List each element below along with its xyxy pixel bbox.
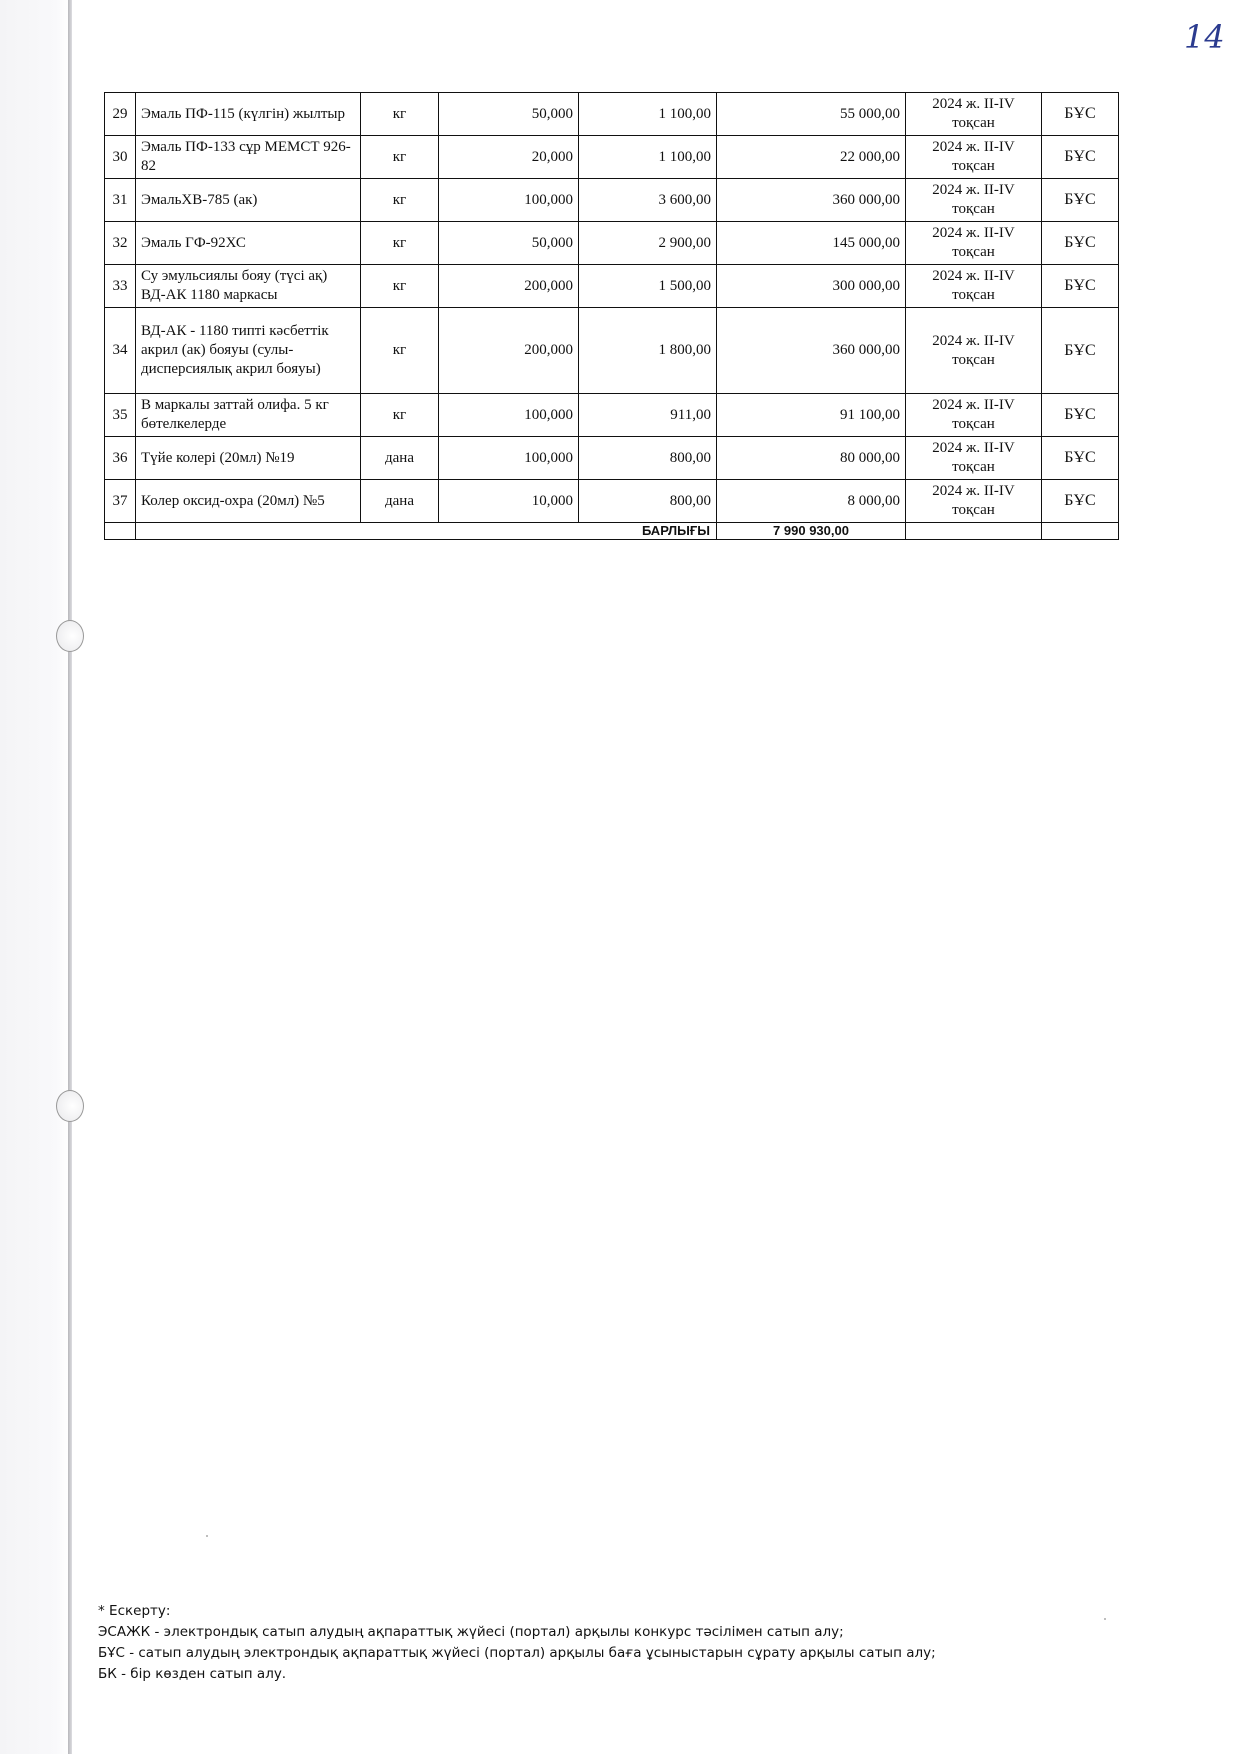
item-name: В маркалы заттай олифа. 5 кг бөтелкелерде (136, 394, 361, 437)
quantity: 200,000 (439, 308, 579, 394)
table-body (105, 93, 1119, 523)
procurement-method: БҰС (1042, 136, 1119, 179)
item-name: ВД-АК - 1180 типті кәсбеттік акрил (ак) бояуы (сулы-дисперсиялық акрил бояуы) (136, 308, 361, 394)
item-name: ЭмальХВ-785 (ак) (136, 179, 361, 222)
unit-price: 1 800,00 (579, 308, 717, 394)
unit-price: 2 900,00 (579, 222, 717, 265)
unit-price: 911,00 (579, 394, 717, 437)
total-blank-num (105, 523, 136, 540)
row-number: 30 (105, 136, 136, 179)
row-number: 33 (105, 265, 136, 308)
delivery-period: 2024 ж. II-IV тоқсан (906, 265, 1042, 308)
procurement-table (104, 92, 1119, 540)
unit-price: 800,00 (579, 437, 717, 480)
procurement-method: БҰС (1042, 93, 1119, 136)
quantity: 50,000 (439, 93, 579, 136)
delivery-period: 2024 ж. II-IV тоқсан (906, 437, 1042, 480)
table-row (105, 437, 1119, 480)
unit-price: 800,00 (579, 480, 717, 523)
table-row (105, 93, 1119, 136)
amount: 80 000,00 (717, 437, 906, 480)
unit-price: 3 600,00 (579, 179, 717, 222)
footnote-line-bus: БҰС - сатып алудың электрондық ақпараттық жүйесі (портал) арқылы баға ұсыныстарын сұрату арқылы сатып алу; (98, 1645, 936, 1661)
delivery-period: 2024 ж. II-IV тоқсан (906, 308, 1042, 394)
quantity: 50,000 (439, 222, 579, 265)
delivery-period: 2024 ж. II-IV тоқсан (906, 93, 1042, 136)
footnote-line-esazhk: ЭСАЖК - электрондық сатып алудың ақпараттық жүйесі (портал) арқылы конкурс тәсілімен сатып алу; (98, 1624, 844, 1640)
row-number: 37 (105, 480, 136, 523)
unit-of-measure: кг (361, 179, 439, 222)
total-blank-period (906, 523, 1042, 540)
amount: 360 000,00 (717, 179, 906, 222)
unit-of-measure: кг (361, 136, 439, 179)
quantity: 200,000 (439, 265, 579, 308)
procurement-method: БҰС (1042, 480, 1119, 523)
row-number: 36 (105, 437, 136, 480)
item-name: Түйе колері (20мл) №19 (136, 437, 361, 480)
quantity: 100,000 (439, 179, 579, 222)
row-number: 29 (105, 93, 136, 136)
unit-price: 1 100,00 (579, 136, 717, 179)
procurement-method: БҰС (1042, 308, 1119, 394)
footnote-title: * Ескерту: (98, 1603, 171, 1619)
unit-of-measure: кг (361, 308, 439, 394)
table-row (105, 480, 1119, 523)
unit-price: 1 500,00 (579, 265, 717, 308)
amount: 91 100,00 (717, 394, 906, 437)
delivery-period: 2024 ж. II-IV тоқсан (906, 179, 1042, 222)
footnote (98, 1601, 936, 1685)
delivery-period: 2024 ж. II-IV тоқсан (906, 222, 1042, 265)
delivery-period: 2024 ж. II-IV тоқсан (906, 480, 1042, 523)
row-number: 32 (105, 222, 136, 265)
total-row (105, 523, 1119, 540)
amount: 55 000,00 (717, 93, 906, 136)
row-number: 35 (105, 394, 136, 437)
total-blank-method (1042, 523, 1119, 540)
scan-speck (206, 1535, 208, 1537)
procurement-method: БҰС (1042, 394, 1119, 437)
table-row (105, 308, 1119, 394)
scan-speck (1104, 1618, 1106, 1620)
total-label: БАРЛЫҒЫ (136, 523, 717, 540)
amount: 145 000,00 (717, 222, 906, 265)
item-name: Эмаль ГФ-92ХС (136, 222, 361, 265)
amount: 8 000,00 (717, 480, 906, 523)
procurement-method: БҰС (1042, 265, 1119, 308)
row-number: 34 (105, 308, 136, 394)
quantity: 100,000 (439, 437, 579, 480)
binding-edge (68, 0, 72, 1754)
item-name: Эмаль ПФ-133 сұр МЕМСТ 926-82 (136, 136, 361, 179)
table-row (105, 222, 1119, 265)
item-name: Колер оксид-охра (20мл) №5 (136, 480, 361, 523)
row-number: 31 (105, 179, 136, 222)
unit-of-measure: кг (361, 222, 439, 265)
total-value: 7 990 930,00 (717, 523, 906, 540)
table-row (105, 265, 1119, 308)
handwritten-page-number: 14 (1184, 18, 1225, 56)
procurement-method: БҰС (1042, 437, 1119, 480)
amount: 22 000,00 (717, 136, 906, 179)
delivery-period: 2024 ж. II-IV тоқсан (906, 394, 1042, 437)
quantity: 100,000 (439, 394, 579, 437)
scan-margin (0, 0, 70, 1754)
unit-of-measure: кг (361, 265, 439, 308)
footnote-line-bk: БК - бір көзден сатып алу. (98, 1666, 287, 1682)
amount: 300 000,00 (717, 265, 906, 308)
unit-of-measure: кг (361, 93, 439, 136)
quantity: 20,000 (439, 136, 579, 179)
procurement-method: БҰС (1042, 222, 1119, 265)
unit-price: 1 100,00 (579, 93, 717, 136)
quantity: 10,000 (439, 480, 579, 523)
item-name: Су эмульсиялы бояу (түсі ақ) ВД-АК 1180 маркасы (136, 265, 361, 308)
table-row (105, 394, 1119, 437)
amount: 360 000,00 (717, 308, 906, 394)
unit-of-measure: дана (361, 437, 439, 480)
procurement-method: БҰС (1042, 179, 1119, 222)
unit-of-measure: дана (361, 480, 439, 523)
table-row (105, 179, 1119, 222)
item-name: Эмаль ПФ-115 (күлгін) жылтыр (136, 93, 361, 136)
punch-hole-bottom (56, 1090, 84, 1122)
table-row (105, 136, 1119, 179)
delivery-period: 2024 ж. II-IV тоқсан (906, 136, 1042, 179)
unit-of-measure: кг (361, 394, 439, 437)
punch-hole-top (56, 620, 84, 652)
